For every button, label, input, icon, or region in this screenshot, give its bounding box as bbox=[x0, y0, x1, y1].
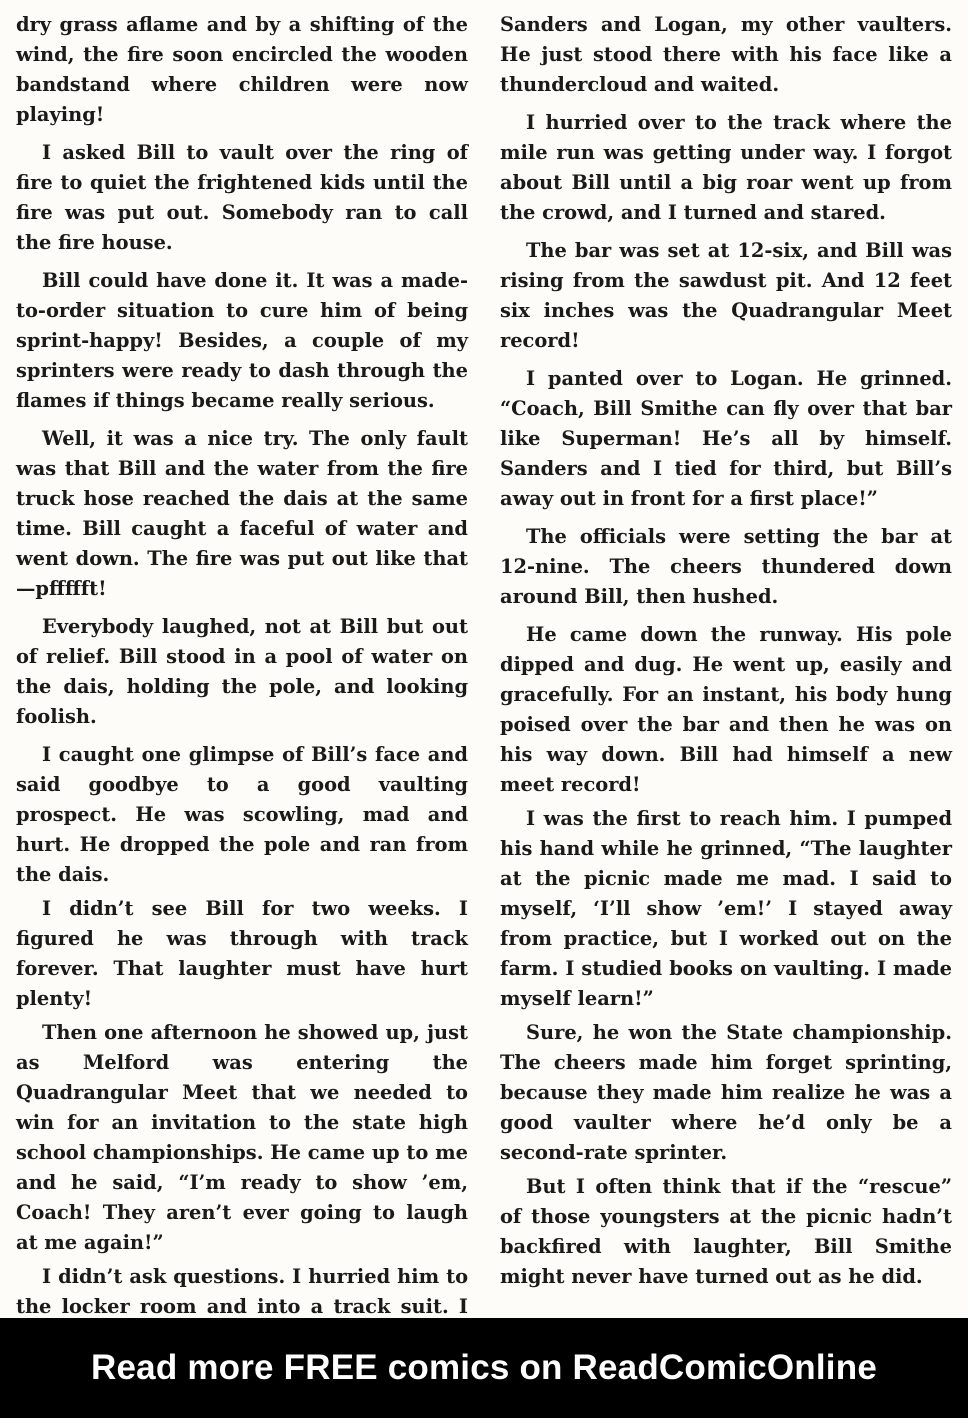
paragraph: But I often think that if the “rescue” of those youngsters at the picnic hadn’t backfired with laughter, Bill Smithe might never have turned out as he did. bbox=[500, 1175, 952, 1288]
paragraph: Sure, he won the State championship. The cheers made him forget sprinting, because they made him realize he was a good vaulter where he’d only be a second-rate sprinter. bbox=[500, 1021, 952, 1164]
paragraph: dry grass aflame and by a shifting of the wind, the fire soon encircled the wooden bandstand where children were now playing! bbox=[16, 13, 468, 126]
banner-text: Read more FREE comics on ReadComicOnline bbox=[91, 1348, 877, 1387]
paragraph: Then one afternoon he showed up, just as Melford was entering the Quadrangular Meet that we needed to win for an invitation to the state high school championships. He came up to me and he said, “I’m ready to show ’em, Coach! They aren’t ever going to laugh at me again!” bbox=[16, 1021, 468, 1254]
read-more-banner-link[interactable] bbox=[0, 1318, 968, 1418]
paragraph: Sanders and Logan, my other vaulters. He just stood there with his face like a thundercloud and waited. bbox=[500, 13, 952, 96]
paragraph: The bar was set at 12-six, and Bill was rising from the sawdust pit. And 12 feet six inches was the Quadrangular Meet record! bbox=[500, 239, 952, 352]
right-column bbox=[500, 10, 952, 1296]
left-column bbox=[16, 10, 468, 1318]
paragraph: I didn’t ask questions. I hurried him to the locker room and into a track suit. I bbox=[16, 1265, 468, 1318]
paragraph: I caught one glimpse of Bill’s face and said goodbye to a good vaulting prospect. He was scowling, mad and hurt. He dropped the pole and ran from the dais. bbox=[16, 743, 468, 886]
paragraph: I asked Bill to vault over the ring of fire to quiet the frightened kids until the fire was put out. Somebody ran to call the fire house. bbox=[16, 141, 468, 254]
paragraph: Well, it was a nice try. The only fault was that Bill and the water from the fire truck hose reached the dais at the same time. Bill caught a faceful of water and went down. The fire was put out like that —pffffft! bbox=[16, 427, 468, 600]
paragraph: He came down the runway. His pole dipped and dug. He went up, easily and gracefully. For an instant, his body hung poised over the bar and then he was on his way down. Bill had himself a new meet record! bbox=[500, 623, 952, 796]
paragraph: The officials were setting the bar at 12-nine. The cheers thundered down around Bill, then hushed. bbox=[500, 525, 952, 608]
paragraph: I didn’t see Bill for two weeks. I figured he was through with track forever. That laughter must have hurt plenty! bbox=[16, 897, 468, 1010]
paragraph: I was the first to reach him. I pumped his hand while he grinned, “The laughter at the picnic made me mad. I said to myself, ‘I’ll show ’em!’ I stayed away from practice, but I worked out on the farm. I studied books on vaulting. I made myself learn!” bbox=[500, 807, 952, 1010]
paragraph: I panted over to Logan. He grinned. “Coach, Bill Smithe can fly over that bar like Superman! He’s all by himself. Sanders and I tied for third, but Bill’s away out in front for a first place!” bbox=[500, 367, 952, 510]
paragraph: I hurried over to the track where the mile run was getting under way. I forgot about Bill until a big roar went up from the crowd, and I turned and stared. bbox=[500, 111, 952, 224]
paragraph: Bill could have done it. It was a made-to-order situation to cure him of being sprint-happy! Besides, a couple of my sprinters were ready to dash through the flames if things became really serious. bbox=[16, 269, 468, 412]
paragraph: Everybody laughed, not at Bill but out of relief. Bill stood in a pool of water on the dais, holding the pole, and looking foolish. bbox=[16, 615, 468, 728]
